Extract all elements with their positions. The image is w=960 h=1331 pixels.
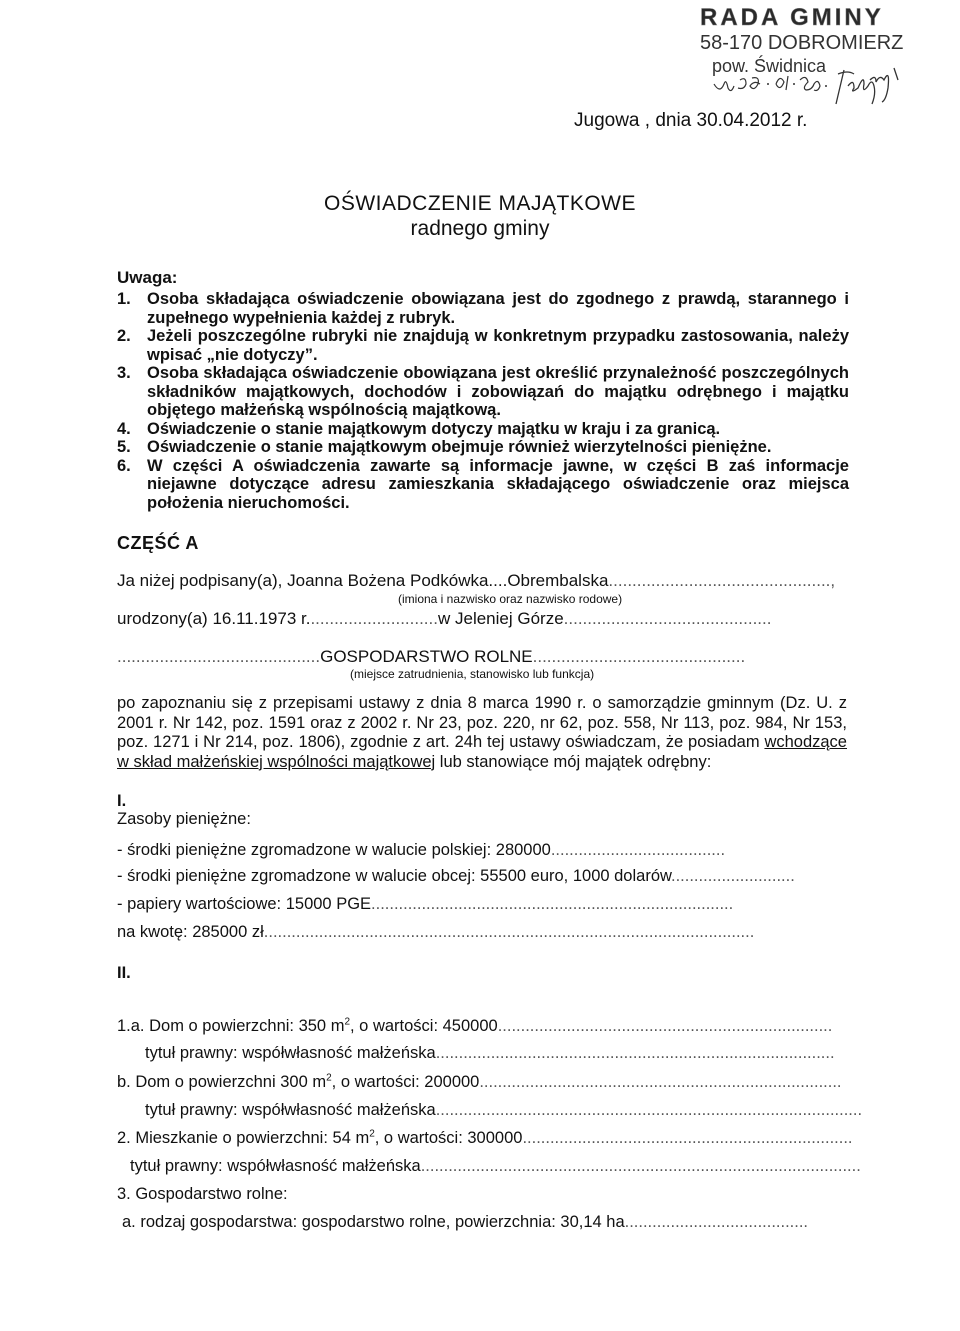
notes-list bbox=[117, 290, 849, 512]
paragraph-underlined: wchodzące w skład małżeńskiej wspólności majątkowej bbox=[117, 733, 847, 771]
superscript: 2 bbox=[369, 1128, 375, 1140]
property-value: , o wartości: 200000 bbox=[331, 1073, 480, 1091]
note-text: Oświadczenie o stanie majątkowym dotyczy majątku w kraju i za granicą. bbox=[147, 419, 721, 438]
note-number: 3. bbox=[117, 364, 131, 382]
property-value: , o wartości: 300000 bbox=[374, 1129, 523, 1147]
note-item bbox=[117, 438, 849, 457]
farm-heading: 3. Gospodarstwo rolne: bbox=[117, 1185, 288, 1203]
part-a-heading: CZĘŚĆ A bbox=[117, 533, 199, 553]
money-item bbox=[117, 894, 733, 914]
money-total-dots: ........................................................................................................... bbox=[263, 923, 755, 941]
farm-item-dots: ........................................ bbox=[624, 1213, 809, 1231]
paragraph-end: lub stanowiące mój majątek odrębny: bbox=[435, 752, 712, 771]
property-title-text: tytuł prawny: współwłasność małżeńska bbox=[130, 1157, 421, 1175]
property-dots: ......................................................................... bbox=[497, 1017, 833, 1035]
property-item bbox=[117, 1016, 832, 1036]
farm-item bbox=[122, 1212, 808, 1232]
document-title: OŚWIADCZENIE MAJĄTKOWE bbox=[323, 192, 636, 215]
note-item bbox=[117, 420, 849, 439]
note-text: Jeżeli poszczególne rubryki nie znajdują w konkretnym przypadku zastosowania, należy wpisać „nie dotyczy”. bbox=[147, 327, 849, 364]
note-text: Osoba składająca oświadczenie obowiązana jest do zgodnego z prawdą, starannego i zupełnego wypełnienia każdej z rubryk. bbox=[147, 290, 849, 327]
money-item-text: - środki pieniężne zgromadzone w walucie polskiej: 280000 bbox=[117, 841, 551, 859]
signer-dots: ..............................................., bbox=[608, 571, 836, 590]
money-total-text: na kwotę: 285000 zł bbox=[117, 923, 264, 941]
property-item bbox=[117, 1072, 842, 1092]
money-item bbox=[117, 866, 795, 886]
stamp-address: 58-170 DOBROMIERZ bbox=[700, 32, 904, 54]
property-title-text: tytuł prawny: współwłasność małżeńska bbox=[145, 1101, 436, 1119]
born-dots: ............................................ bbox=[563, 609, 772, 628]
money-item-text: - środki pieniężne zgromadzone w walucie obcej: 55500 euro, 1000 dolarów bbox=[117, 867, 672, 885]
superscript: 2 bbox=[326, 1072, 332, 1084]
document-subtitle: radnego gminy bbox=[410, 217, 550, 240]
money-item-dots: ...................................... bbox=[550, 841, 726, 859]
declaration-paragraph bbox=[117, 694, 847, 772]
note-number: 4. bbox=[117, 419, 131, 438]
money-total bbox=[117, 922, 754, 942]
superscript: 2 bbox=[344, 1016, 351, 1028]
section-1-label: I. bbox=[117, 792, 127, 810]
note-text: W części A oświadczenia zawarte są informacje jawne, w części B zaś informacje niejawne dotyczące adresu zamieszkania składającego oświadczenie oraz miejsca położenia nieruchomości. bbox=[147, 456, 849, 512]
employment-line bbox=[117, 647, 745, 667]
property-dots: ............................................................................................. bbox=[435, 1101, 863, 1119]
notes-heading: Uwaga: bbox=[117, 268, 178, 287]
note-item bbox=[117, 457, 849, 513]
employment-value: GOSPODARSTWO ROLNE bbox=[320, 647, 533, 666]
property-text: 1.a. Dom o powierzchni: 350 m bbox=[117, 1017, 345, 1035]
money-item-text: - papiery wartościowe: 15000 PGE bbox=[117, 895, 372, 913]
born-prefix: urodzony(a) bbox=[117, 609, 208, 628]
section-1-heading: Zasoby pieniężne: bbox=[117, 810, 251, 828]
note-item bbox=[117, 364, 849, 420]
paragraph-start: po zapoznaniu się z przepisami ustawy z dnia 8 marca 1990 r. o samorządzie gminnym (Dz. U. z 2001 r. Nr 142, poz. 1591 oraz z 2002 r. Nr 23, poz. 220, nr 62, poz. 558, Nr 113, poz. 984, Nr 153, poz. 1271 i Nr 214, poz. 1806), zgodnie z art. 24h tej ustawy oświadczam, że posiadam bbox=[117, 694, 847, 751]
stamp-county: pow. Świdnica bbox=[712, 56, 827, 76]
money-item-dots: ............................................................................... bbox=[371, 895, 734, 913]
note-item bbox=[117, 327, 849, 364]
farm-item-text: a. rodzaj gospodarstwa: gospodarstwo rolne, powierzchnia: 30,14 ha bbox=[122, 1213, 625, 1231]
money-item-dots: ........................... bbox=[671, 867, 795, 885]
birth-line bbox=[117, 609, 771, 629]
note-number: 6. bbox=[117, 456, 131, 475]
born-date: 16.11.1973 r. bbox=[212, 609, 311, 628]
note-text: Osoba składająca oświadczenie obowiązana jest określić przynależność poszczególnych składników majątkowych, dochodów i zobowiązań do majątku odrębnego i majątku objętego małżeńską wspólnością majątkową. bbox=[147, 364, 849, 419]
property-value: , o wartości: 450000 bbox=[350, 1017, 498, 1035]
property-title bbox=[130, 1156, 861, 1176]
property-title bbox=[145, 1100, 862, 1120]
note-number: 2. bbox=[117, 327, 131, 345]
property-dots: ............................................................................... bbox=[479, 1073, 842, 1091]
signer-name: Joanna Bożena Podkówka....Obrembalska bbox=[287, 571, 609, 590]
note-number: 5. bbox=[117, 438, 131, 456]
note-number: 1. bbox=[117, 290, 131, 308]
signer-prefix: Ja niżej podpisany(a), bbox=[117, 571, 283, 590]
property-title bbox=[145, 1043, 835, 1063]
handwritten-receipt-note bbox=[710, 66, 910, 106]
section-2-label: II. bbox=[117, 964, 131, 982]
born-dots: ........................... bbox=[310, 609, 438, 628]
signer-line bbox=[117, 571, 835, 591]
money-item bbox=[117, 840, 725, 860]
note-item bbox=[117, 290, 849, 327]
stamp-title: RADA GMINY bbox=[700, 4, 884, 31]
property-dots: ........................................................................ bbox=[522, 1129, 853, 1147]
property-text: b. Dom o powierzchni 300 m bbox=[117, 1073, 327, 1091]
name-caption: (imiona i nazwisko oraz nazwisko rodowe) bbox=[398, 592, 623, 606]
date-line: Jugowa , dnia 30.04.2012 r. bbox=[574, 110, 808, 131]
born-place: w Jeleniej Górze bbox=[437, 609, 564, 628]
employment-dots: ............................................. bbox=[532, 647, 746, 666]
employment-dots: ........................................... bbox=[117, 647, 321, 666]
note-text: Oświadczenie o stanie majątkowym obejmuje również wierzytelności pieniężne. bbox=[147, 438, 772, 456]
property-dots: ................................................................................................ bbox=[420, 1157, 861, 1175]
property-item bbox=[117, 1128, 853, 1148]
employment-caption: (miejsce zatrudnienia, stanowisko lub funkcja) bbox=[350, 667, 595, 681]
property-text: 2. Mieszkanie o powierzchni: 54 m bbox=[117, 1129, 370, 1147]
property-title-text: tytuł prawny: współwłasność małżeńska bbox=[145, 1044, 436, 1062]
property-dots: ....................................................................................... bbox=[435, 1044, 835, 1062]
